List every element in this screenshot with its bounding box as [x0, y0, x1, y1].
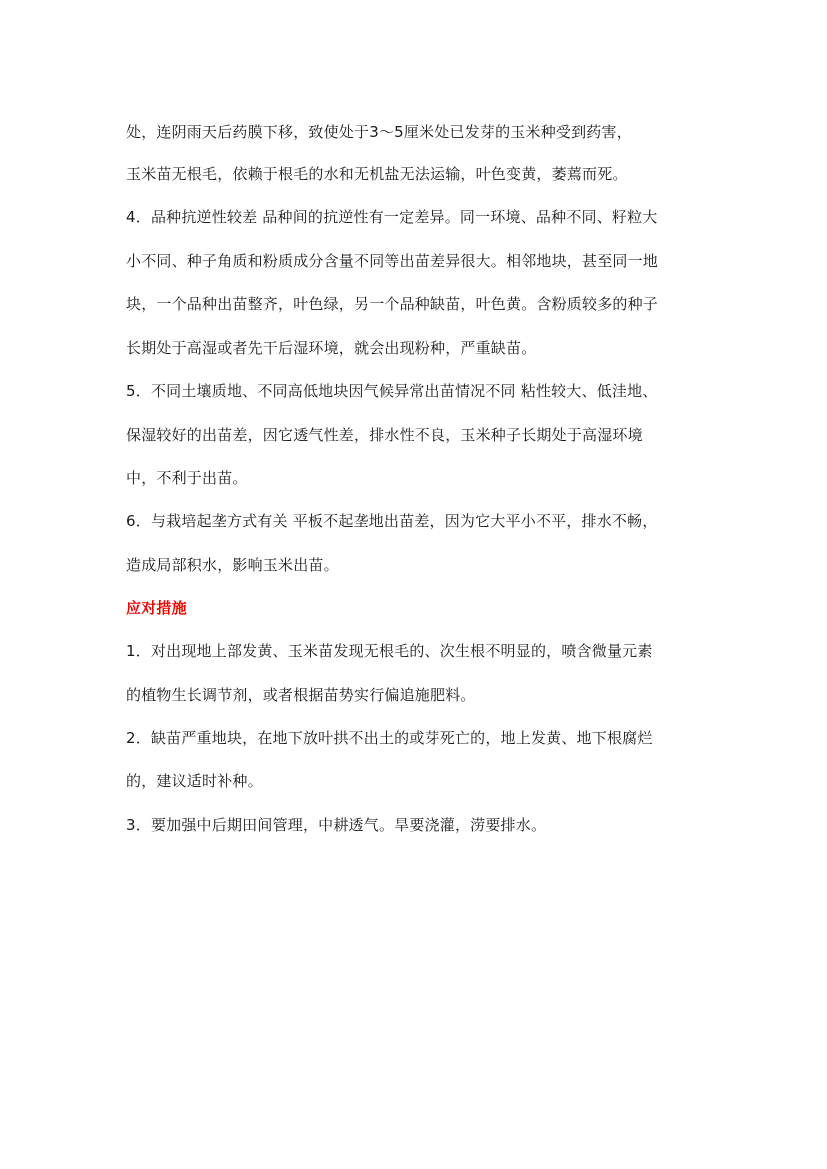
- section-heading: 应对措施: [126, 599, 187, 617]
- paragraph-line: 处，连阴雨天后药膜下移，致使处于3～5厘米处已发芽的玉米种受到药害，: [126, 123, 632, 141]
- measure-line: 的，建议适时补种。: [126, 772, 263, 790]
- paragraph-line: 小不同、种子角质和粉质成分含量不同等出苗差异很大。相邻地块，甚至同一地: [126, 252, 659, 270]
- paragraph-line: 保湿较好的出苗差，因它透气性差，排水性不良，玉米种子长期处于高湿环境: [126, 426, 643, 444]
- measure-line: 2．缺苗严重地块，在地下放叶拱不出土的或芽死亡的，地上发黄、地下根腐烂: [126, 729, 653, 747]
- paragraph-line: 玉米苗无根毛，依赖于根毛的水和无机盐无法运输，叶色变黄，萎蔫而死。: [126, 165, 628, 183]
- measure-line: 1．对出现地上部发黄、玉米苗发现无根毛的、次生根不明显的，喷含微量元素: [126, 642, 653, 660]
- paragraph-line: 中，不利于出苗。: [126, 469, 248, 487]
- paragraph-line: 5．不同土壤质地、不同高低地块因气候异常出苗情况不同 粘性较大、低洼地、: [126, 382, 658, 400]
- paragraph-line: 造成局部积水，影响玉米出苗。: [126, 556, 339, 574]
- paragraph-line: 6．与栽培起垄方式有关 平板不起垄地出苗差，因为它大平小不平，排水不畅，: [126, 512, 658, 530]
- paragraph-line: 4．品种抗逆性较差 品种间的抗逆性有一定差异。同一环境、品种不同、籽粒大: [126, 208, 658, 226]
- measure-line: 3．要加强中后期田间管理，中耕透气。旱要浇灌，涝要排水。: [126, 816, 547, 834]
- measure-line: 的植物生长调节剂，或者根据苗势实行偏追施肥料。: [126, 686, 476, 704]
- paragraph-line: 块，一个品种出苗整齐，叶色绿，另一个品种缺苗，叶色黄。含粉质较多的种子: [126, 295, 659, 313]
- paragraph-line: 长期处于高湿或者先干后湿环境，就会出现粉种，严重缺苗。: [126, 339, 537, 357]
